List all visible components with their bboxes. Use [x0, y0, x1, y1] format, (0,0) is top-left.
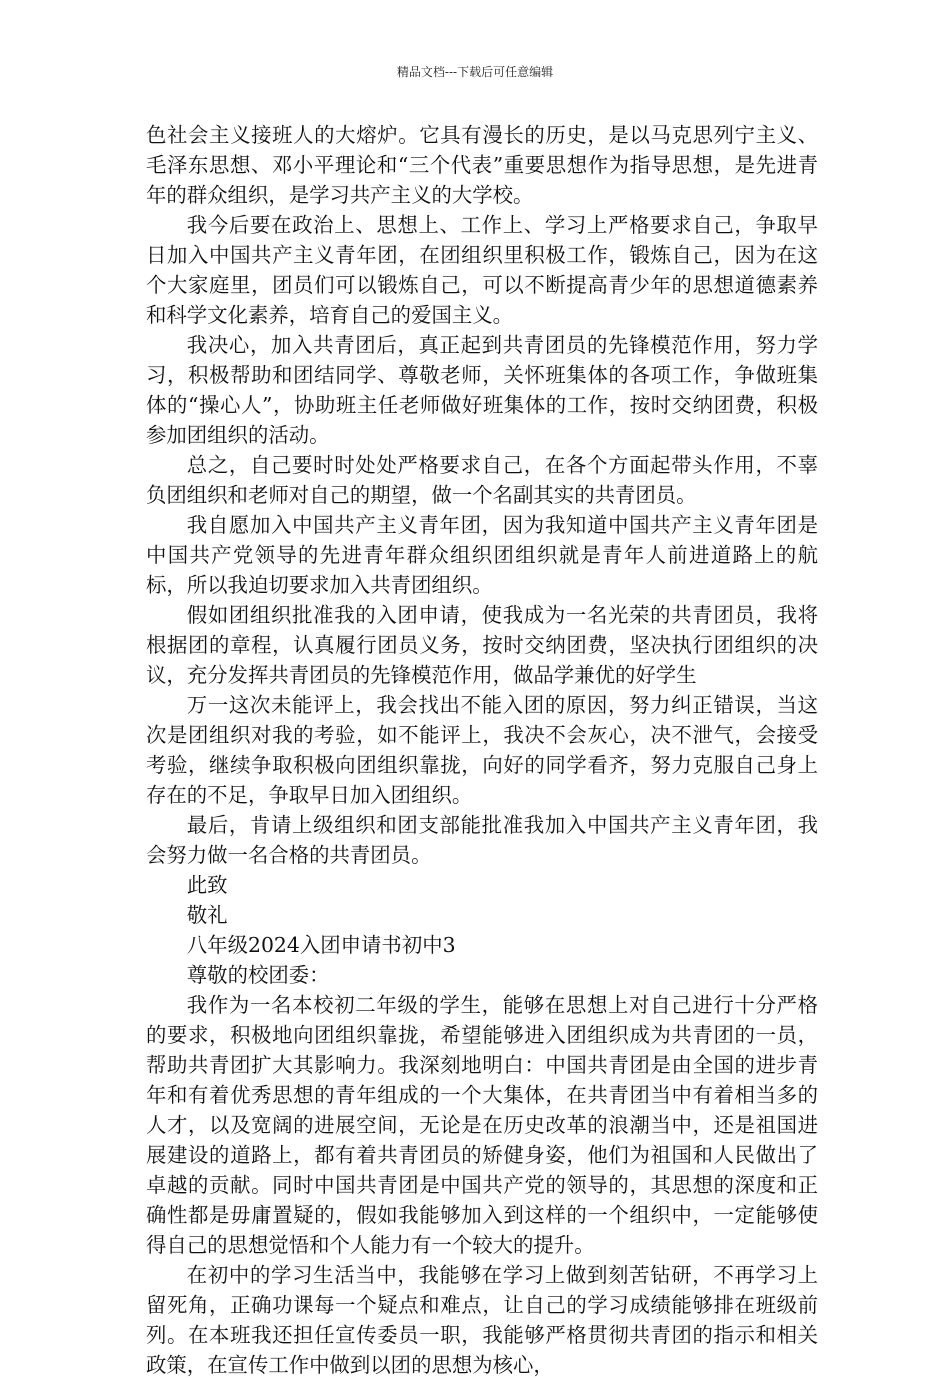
paragraph: 最后，肯请上级组织和团支部能批准我加入中国共产主义青年团，我会努力做一名合格的共青团员。 [146, 813, 818, 867]
paragraph: 色社会主义接班人的大熔炉。它具有漫长的历史，是以马克思列宁主义、毛泽东思想、邓小平理论和“三个代表”重要思想作为指导思想，是先进青年的群众组织，是学习共产主义的大学校。 [146, 123, 818, 207]
paragraph: 在初中的学习生活当中，我能够在学习上做到刻苦钻研，不再学习上留死角，正确功课每一个疑点和难点，让自己的学习成绩能够排在班级前列。在本班我还担任宣传委员一职，我能够严格贯彻共青团的指示和相关政策，在宣传工作中做到以团的思想为核心， [146, 1263, 818, 1377]
paragraph: 总之，自己要时时处处严格要求自己，在各个方面起带头作用，不辜负团组织和老师对自己的期望，做一个名副其实的共青团员。 [146, 453, 818, 507]
paragraph: 我今后要在政治上、思想上、工作上、学习上严格要求自己，争取早日加入中国共产主义青年团，在团组织里积极工作，锻炼自己，因为在这个大家庭里，团员们可以锻炼自己，可以不断提高青少年的思想道德素养和科学文化素养，培育自己的爱国主义。 [146, 213, 818, 327]
paragraph: 我作为一名本校初二年级的学生，能够在思想上对自己进行十分严格的要求，积极地向团组织靠拢，希望能够进入团组织成为共青团的一员，帮助共青团扩大其影响力。我深刻地明白：中国共青团是由全国的进步青年和有着优秀思想的青年组成的一个大集体，在共青团当中有着相当多的人才，以及宽阔的进展空间，无论是在历史改革的浪潮当中，还是祖国进展建设的道路上，都有着共青团员的矫健身姿，他们为祖国和人民做出了卓越的贡献。同时中国共青团是中国共产党的领导的，其思想的深度和正确性都是毋庸置疑的，假如我能够加入到这样的一个组织中，一定能够使得自己的思想觉悟和个人能力有一个较大的提升。 [146, 993, 818, 1257]
page-header: 精品文档---下载后可任意编辑 [396, 65, 554, 79]
paragraph: 万一这次未能评上，我会找出不能入团的原因，努力纠正错误，当这次是团组织对我的考验，如不能评上，我决不会灰心，决不泄气，会接受考验，继续争取积极向团组织靠拢，向好的同学看齐，努力克服自己身上存在的不足，争取早日加入团组织。 [146, 693, 818, 807]
paragraph: 我决心，加入共青团后，真正起到共青团员的先锋模范作用，努力学习，积极帮助和团结同学、尊敬老师，关怀班集体的各项工作，争做班集体的“操心人”，协助班主任老师做好班集体的工作，按时交纳团费，积极参加团组织的活动。 [146, 333, 818, 447]
closing-salute: 敬礼 [186, 903, 228, 927]
document-body [146, 120, 818, 1380]
section-title: 八年级2024入团申请书初中3 [186, 933, 456, 957]
paragraph: 假如团组织批准我的入团申请，使我成为一名光荣的共青团员，我将根据团的章程，认真履行团员义务，按时交纳团费，坚决执行团组织的决议，充分发挥共青团员的先锋模范作用，做品学兼优的好学生 [146, 603, 818, 687]
salutation: 尊敬的校团委： [186, 963, 330, 987]
closing-line: 此致 [186, 873, 228, 897]
paragraph: 我自愿加入中国共产主义青年团，因为我知道中国共产主义青年团是中国共产党领导的先进青年群众组织团组织就是青年人前进道路上的航标，所以我迫切要求加入共青团组织。 [146, 513, 818, 597]
